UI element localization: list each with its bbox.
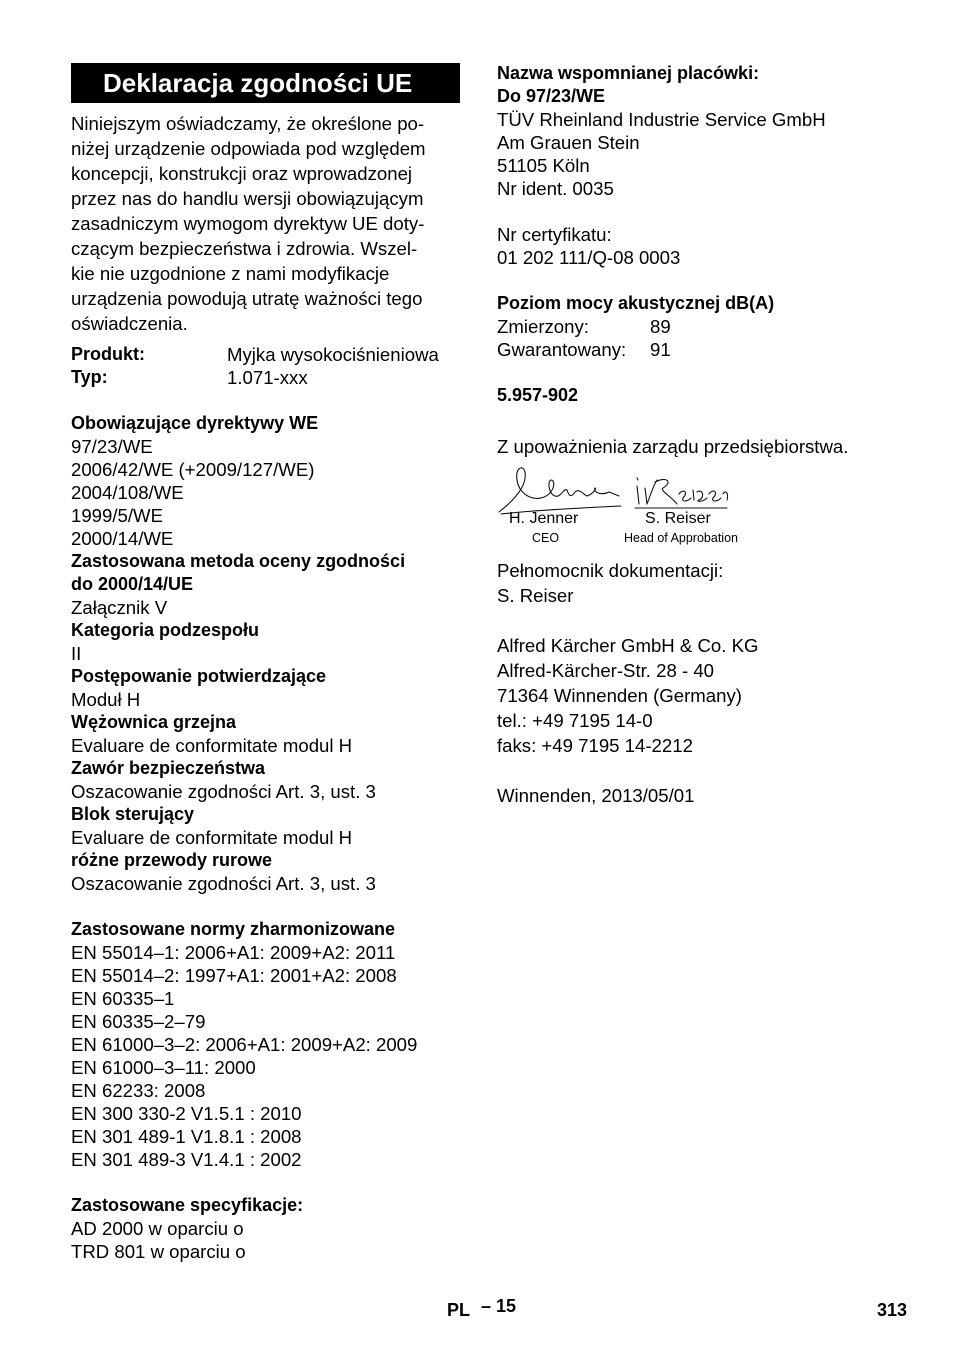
conformity-value: II [71,643,82,664]
sound-guaranteed-row [497,338,917,361]
page-title: Deklaracja zgodności UE [71,63,460,103]
directive-item: 2000/14/WE [71,528,174,549]
guaranteed-label: Gwarantowany: [497,339,627,360]
intro-line: zasadniczym wymogom dyrektyw UE doty- [71,213,425,234]
right-column [497,62,917,808]
conformity-value: Oszacowanie zgodności Art. 3, ust. 3 [71,781,376,802]
certificate-label: Nr certyfikatu: [497,224,612,245]
intro-line: Niniejszym oświadczamy, że określone po- [71,113,425,134]
signer-name-reiser: S. Reiser [645,510,711,527]
company-line: Alfred-Kärcher-Str. 28 - 40 [497,660,715,681]
standard-item: EN 55014–1: 2006+A1: 2009+A2: 2011 [71,942,396,963]
footer-language: PL [447,1300,471,1320]
directive-item: 2004/108/WE [71,482,184,503]
representative-name: S. Reiser [497,585,574,606]
intro-line: czącym bezpieczeństwa i zdrowia. Wszel- [71,238,418,259]
representative-label: Pełnomocnik dokumentacji: [497,560,724,581]
left-column [71,63,461,1263]
conformity-heading: Postępowanie potwierdzające [71,666,327,686]
sound-heading: Poziom mocy akustycznej dB(A) [497,293,775,313]
notified-body-line: Am Grauen Stein [497,132,640,153]
standard-item: EN 60335–1 [71,988,175,1009]
conformity-heading: różne przewody rurowe [71,850,273,870]
conformity-heading: Kategoria podzespołu [71,620,260,640]
standard-item: EN 301 489-1 V1.8.1 : 2008 [71,1126,302,1147]
notified-body-heading: Nazwa wspomnianej placówki: [497,63,760,83]
notified-body-line: 51105 Köln [497,155,590,176]
signer-role-reiser: Head of Approbation [624,531,738,545]
reiser-signature [637,478,728,504]
measured-label: Zmierzony: [497,316,589,337]
directive-item: 1999/5/WE [71,505,163,526]
conformity-value: Oszacowanie zgodności Art. 3, ust. 3 [71,873,376,894]
standard-item: EN 301 489-3 V1.4.1 : 2002 [71,1149,302,1170]
type-row [71,366,461,389]
standard-item: EN 300 330-2 V1.5.1 : 2010 [71,1103,302,1124]
intro-line: kie nie uzgodnione z nami modyfikacje [71,263,390,284]
signer-name-jenner: H. Jenner [509,510,579,527]
intro-line: koncepcji, konstrukcji oraz wprowadzonej [71,163,413,184]
intro-line: oświadczenia. [71,313,188,334]
guaranteed-value: 91 [650,339,671,360]
intro-paragraph [71,111,461,336]
conformity-value: Evaluare de conformitate modul H [71,827,353,848]
company-line: faks: +49 7195 14-2212 [497,735,693,756]
footer-section-page: – 15 [481,1296,517,1316]
authorization-text: Z upoważnienia zarządu przedsiębiorstwa. [497,436,849,457]
standard-item: EN 61000–3–2: 2006+A1: 2009+A2: 2009 [71,1034,418,1055]
signer-role-jenner: CEO [532,531,560,545]
company-line: 71364 Winnenden (Germany) [497,685,742,706]
notified-body-line: Nr ident. 0035 [497,178,614,199]
conformity-value: Evaluare de conformitate modul H [71,735,353,756]
jenner-signature [499,468,619,512]
specification-item: TRD 801 w oparciu o [71,1241,246,1262]
conformity-heading: Zawór bezpieczeństwa [71,758,266,778]
standard-item: EN 55014–2: 1997+A1: 2001+A2: 2008 [71,965,397,986]
directives-heading: Obowiązujące dyrektywy WE [71,413,319,433]
signatures-graphic [497,458,757,518]
specification-item: AD 2000 w oparciu o [71,1218,244,1239]
conformity-value: Moduł H [71,689,141,710]
directive-item: 2006/42/WE (+2009/127/WE) [71,459,315,480]
company-line: Alfred Kärcher GmbH & Co. KG [497,635,759,656]
type-value: 1.071-xxx [227,367,308,388]
standard-item: EN 60335–2–79 [71,1011,206,1032]
notified-body-line: TÜV Rheinland Industrie Service GmbH [497,109,826,130]
intro-line: urządzenia powodują utratę ważności tego [71,288,423,309]
type-label: Typ: [71,367,108,387]
sound-measured-row [497,315,917,338]
standards-heading: Zastosowane normy zharmonizowane [71,919,396,939]
conformity-heading: Blok sterujący [71,804,195,824]
certificate-value: 01 202 111/Q-08 0003 [497,247,681,268]
conformity-heading: Zastosowana metoda oceny zgodności [71,551,406,571]
conformity-heading: do 2000/14/UE [71,574,194,594]
specifications-heading: Zastosowane specyfikacje: [71,1195,304,1215]
standard-item: EN 62233: 2008 [71,1080,206,1101]
conformity-heading: Wężownica grzejna [71,712,237,732]
notified-body-heading: Do 97/23/WE [497,86,606,106]
page-footer [0,1296,954,1326]
directive-item: 97/23/WE [71,436,153,457]
place-date: Winnenden, 2013/05/01 [497,785,695,806]
product-row [71,343,461,366]
standard-item: EN 61000–3–11: 2000 [71,1057,256,1078]
product-value: Myjka wysokociśnieniowa [227,344,439,365]
intro-line: niżej urządzenie odpowiada pod względem [71,138,426,159]
measured-value: 89 [650,316,671,337]
product-label: Produkt: [71,344,145,364]
intro-line: przez nas do handlu wersji obowiązującym [71,188,424,209]
footer-page-number: 313 [877,1300,908,1320]
part-number: 5.957-902 [497,385,579,405]
conformity-value: Załącznik V [71,597,168,618]
signature-block [497,458,917,558]
company-line: tel.: +49 7195 14-0 [497,710,653,731]
